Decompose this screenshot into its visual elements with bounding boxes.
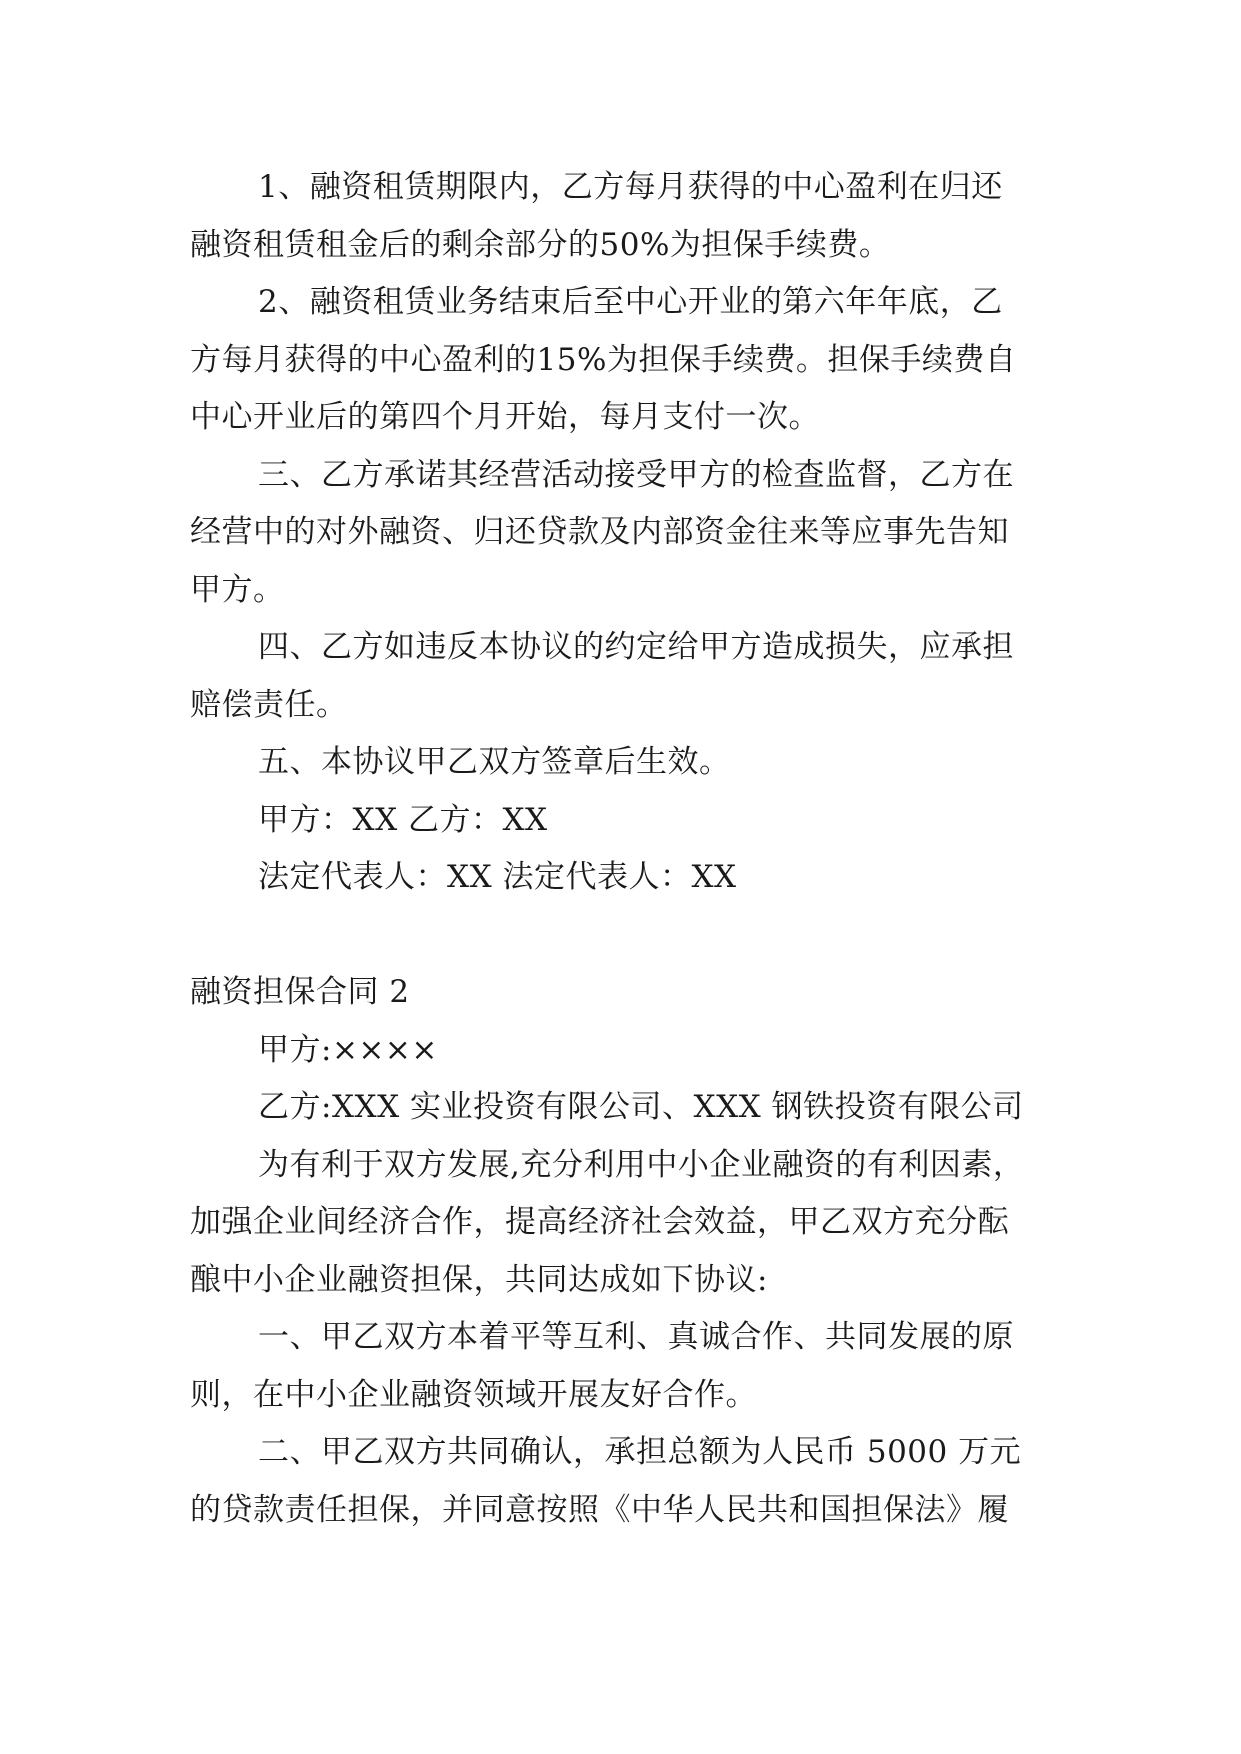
paragraph-line: 三、乙方承诺其经营活动接受甲方的检查监督，乙方在 [258, 457, 1014, 493]
paragraph-line: 中心开业后的第四个月开始，每月支付一次。 [190, 399, 820, 435]
paragraph-line: 赔偿责任。 [190, 687, 348, 723]
paragraph-line: 1、融资租赁期限内，乙方每月获得的中心盈利在归还 [258, 169, 1003, 205]
paragraph-line: 为有利于双方发展,充分利用中小企业融资的有利因素， [258, 1147, 1025, 1183]
paragraph-line: 则，在中小企业融资领域开展友好合作。 [190, 1377, 757, 1413]
signature-line: 法定代表人：XX 法定代表人：XX [258, 859, 737, 895]
paragraph-line: 方每月获得的中心盈利的15%为担保手续费。担保手续费自 [190, 342, 1017, 378]
paragraph-line: 四、乙方如违反本协议的约定给甲方造成损失，应承担 [258, 629, 1014, 665]
party-b-line: 乙方:XXX 实业投资有限公司、XXX 钢铁投资有限公司 [258, 1089, 1024, 1125]
paragraph-line: 一、甲乙双方本着平等互利、真诚合作、共同发展的原 [258, 1319, 1014, 1355]
party-a-line: 甲方:×××× [258, 1032, 438, 1068]
paragraph-line: 的贷款责任担保，并同意按照《中华人民共和国担保法》履 [190, 1492, 1009, 1528]
paragraph-line: 加强企业间经济合作，提高经济社会效益，甲乙双方充分酝 [190, 1204, 1009, 1240]
section-title: 融资担保合同 2 [190, 974, 410, 1010]
paragraph-line: 甲方。 [190, 572, 285, 608]
paragraph-line: 经营中的对外融资、归还贷款及内部资金往来等应事先告知 [190, 514, 1009, 550]
paragraph-line: 五、本协议甲乙双方签章后生效。 [258, 744, 731, 780]
paragraph-line: 2、融资租赁业务结束后至中心开业的第六年年底，乙 [258, 284, 1003, 320]
signature-line: 甲方：XX 乙方：XX [258, 802, 548, 838]
paragraph-line: 二、甲乙双方共同确认，承担总额为人民币 5000 万元 [258, 1434, 1022, 1470]
paragraph-line: 融资租赁租金后的剩余部分的50%为担保手续费。 [190, 227, 891, 263]
paragraph-line: 酿中小企业融资担保，共同达成如下协议: [190, 1262, 768, 1298]
